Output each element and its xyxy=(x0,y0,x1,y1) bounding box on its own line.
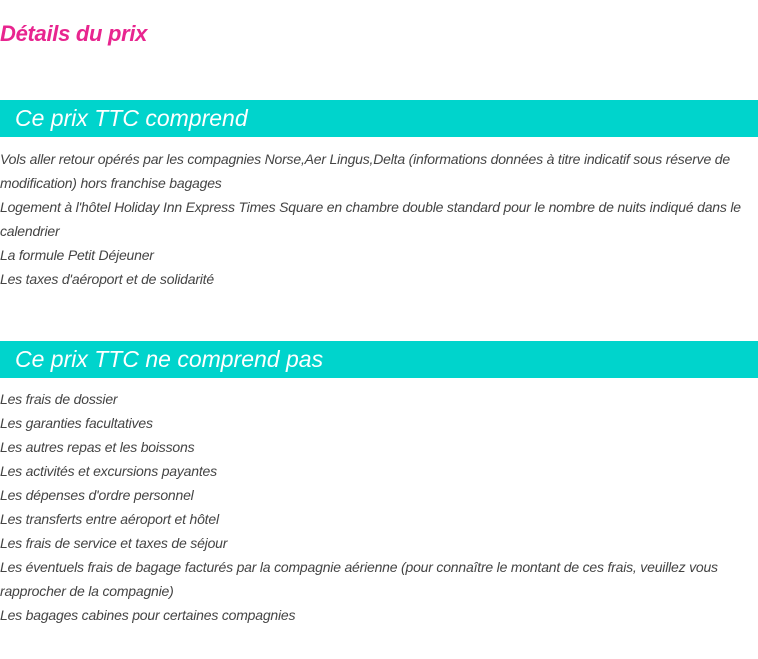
included-section-heading: Ce prix TTC comprend xyxy=(15,105,248,131)
excluded-item: Les éventuels frais de bagage facturés par la compagnie aérienne (pour connaître le montant de ces frais, veuillez vous rapprocher de la compagnie) xyxy=(0,559,718,599)
included-item: Vols aller retour opérés par les compagnies Norse,Aer Lingus,Delta (informations données à titre indicatif sous réserve de modification) hors franchise bagages xyxy=(0,151,730,191)
excluded-item: Les dépenses d'ordre personnel xyxy=(0,487,194,503)
included-section-header xyxy=(0,100,758,137)
excluded-section-header xyxy=(0,341,758,378)
excluded-item: Les transferts entre aéroport et hôtel xyxy=(0,511,219,527)
excluded-item: Les frais de service et taxes de séjour xyxy=(0,535,228,551)
excluded-item: Les garanties facultatives xyxy=(0,415,153,431)
excluded-items-list xyxy=(0,387,758,627)
excluded-item: Les activités et excursions payantes xyxy=(0,463,217,479)
included-item: Logement à l'hôtel Holiday Inn Express Times Square en chambre double standard pour le nombre de nuits indiqué dans le calendrier xyxy=(0,199,741,239)
included-item: La formule Petit Déjeuner xyxy=(0,247,154,263)
excluded-section-heading: Ce prix TTC ne comprend pas xyxy=(15,346,324,372)
excluded-item: Les autres repas et les boissons xyxy=(0,439,195,455)
excluded-item: Les bagages cabines pour certaines compagnies xyxy=(0,607,296,623)
page-title: Détails du prix xyxy=(0,21,148,46)
excluded-item: Les frais de dossier xyxy=(0,391,118,407)
included-item: Les taxes d'aéroport et de solidarité xyxy=(0,271,214,287)
included-items-list xyxy=(0,147,758,291)
